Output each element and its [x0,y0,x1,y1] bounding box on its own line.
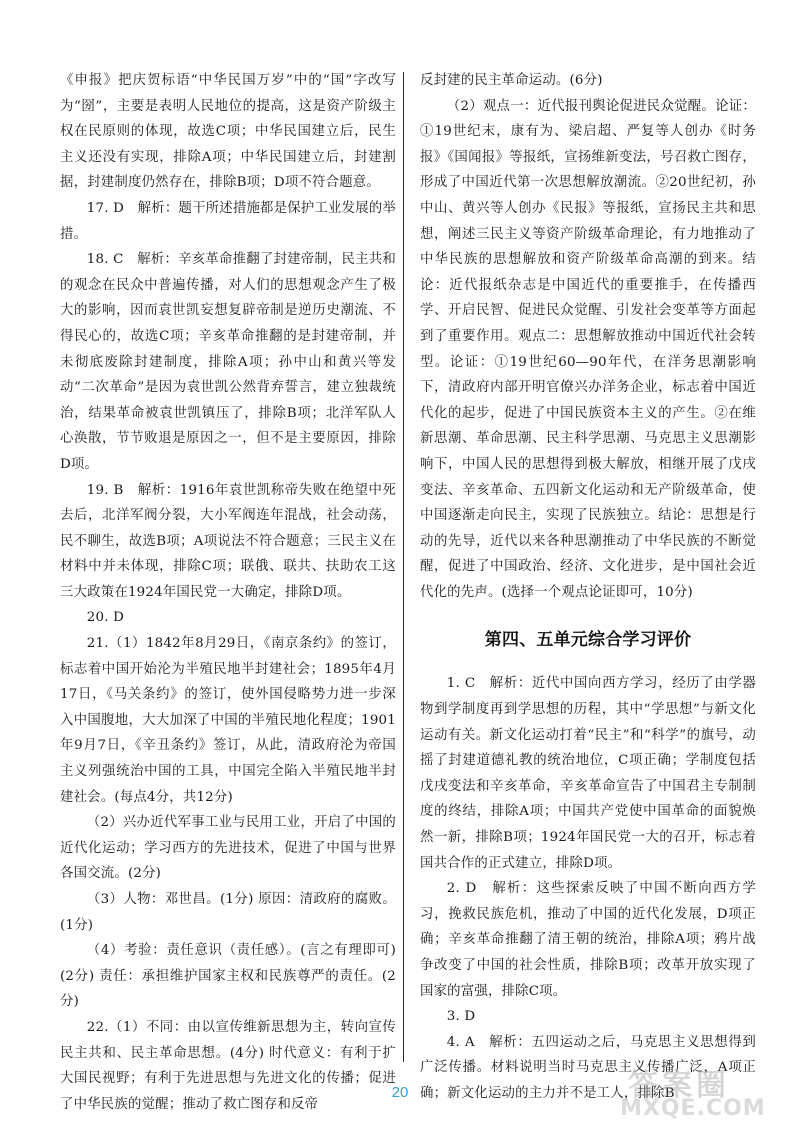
answer-19: 19. B 解析：1916年袁世凯称帝失败在绝望中死去后，北洋军阀分裂，大小军阀连年混战，社会动荡，民不聊生，故选B项；A项说法不符合题意；三民主义在材料中并未体现，排除C项；联俄、联共、扶助农工这三大政策在1924年国民党一大确定，排除D项。 [60,482,396,600]
unit-answer-2: 2. D 解析：这些探索反映了中国不断向西方学习，挽救民族危机，推动了中国的近代化发展，D项正确；辛亥革命推翻了清王朝的统治，排除A项；鸦片战争改变了中国的社会性质，排除B项；改革开放实现了国家的富强，排除C项。 [420,881,756,999]
watermark [598,1060,788,1120]
section-title: 第四、五单元综合学习评价 [484,630,692,651]
answer-17: 17. D 解析：题干所述措施都是保护工业发展的举措。 [60,200,396,242]
unit-answer-1: 1. C 解析：近代中国向西方学习，经历了由学器物到学制度再到学思想的历程，其中“学思想”与新文化运动有关。新文化运动打着“民主”和“科学”的旗号，动摇了封建道德礼教的统治地位，C项正确；学制度包括戊戌变法和辛亥革命，辛亥革命宣告了中国君主专制制度的终结，排除A项；中国共产党使中国革命的面貌焕然一新，排除B项；1924年国民党一大的召开，标志着国共合作的正式建立，排除D项。 [420,676,756,871]
answer-22-continued: 反封建的民主革命运动。(6分) [420,73,603,88]
column-divider [403,72,404,1062]
page-number: 20 [391,1084,409,1101]
right-column [420,68,756,1107]
unit-answer-3: 3. D [446,1009,476,1025]
answer-paragraph: 《申报》把庆贺标语“中华民国万岁”中的“国”字改写为“圀”，主要是表明人民地位的提高，这是资产阶级主权在民原则的体现，故选C项；中华民国建立后，民生主义还没有实现，排除A项；中华民国建立后，封建割据，封建制度仍然存在，排除B项；D项不符合题意。 [60,73,396,191]
left-column [60,68,396,1117]
watermark-logo: 答案圈 [628,1068,730,1103]
answer-21-4: （4）考验：责任意识（责任感）。(言之有理即可)(2分) 责任：承担维护国家主权和民族尊严的责任。(2分) [60,943,396,1010]
answer-22-2: （2）观点一：近代报刊舆论促进民众觉醒。论证：①19世纪末，康有为、梁启超、严复等人创办《时务报》《国闻报》等报纸，宣扬维新变法，号召救亡图存，形成了中国近代第一次思想解放潮流。②20世纪初，孙中山、黄兴等人创办《民报》等报纸，宣扬民主共和思想，阐述三民主义等资产阶级革命理论，有力地推动了中华民族的思想解放和资产阶级革命高潮的到来。结论：近代报纸杂志是中国近代的重要推手，在传播西学、开启民智、促进民众觉醒、引发社会变革等方面起到了重要作用。观点二：思想解放推动中国近代社会转型。论证：①19世纪60—90年代，在洋务思潮影响下，清政府内部开明官僚兴办洋务企业，标志着中国近代化的起步，促进了中国民族资本主义的产生。②在维新思潮、革命思潮、民主科学思潮、马克思主义思潮影响下，中国人民的思想得到极大解放，相继开展了戊戌变法、辛亥革命、五四新文化运动和无产阶级革命，使中国逐渐走向民主，实现了民族独立。结论：思想是行动的先导，近代以来各种思潮推动了中华民族的不断觉醒，促进了中国政治、经济、文化进步，是中国社会近代化的先声。(选择一个观点论证即可，10分) [420,98,756,600]
answer-22-1: 22.（1）不同：由以宣传维新思想为主，转向宣传民主共和、民主革命思想。(4分) 时代意义：有利于扩大国民视野；有利于先进思想与先进文化的传播；促进了中华民族的觉醒；推动了救亡图存和反帝 [60,1019,396,1112]
answer-21-2: （2）兴办近代军事工业与民用工业，开启了中国的近代化运动；学习西方的先进技术，促进了中国与世界各国交流。(2分) [60,815,396,882]
answer-21-1: 21.（1）1842年8月29日，《南京条约》的签订，标志着中国开始沦为半殖民地半封建社会；1895年4月17日，《马关条约》的签订，使外国侵略势力进一步深入中国腹地，大大加深了中国的半殖民地化程度；1901年9月7日，《辛丑条约》签订，从此，清政府沦为帝国主义列强统治中国的工具，中国完全陷入半殖民地半封建社会。(每点4分，共12分) [60,636,396,805]
watermark-url: MXQE.COM [620,1096,766,1121]
answer-18: 18. C 解析：辛亥革命推翻了封建帝制，民主共和的观念在民众中普遍传播，对人们的思想观念产生了极大的影响，因而袁世凯妄想复辟帝制是逆历史潮流、不得民心的，故选C项；辛亥革命推翻的是封建帝制，并未彻底废除封建制度，排除A项；孙中山和黄兴等发动“二次革命”是因为袁世凯公然背弃誓言，建立独裁统治，结果革命被袁世凯镇压了，排除B项；北洋军队人心涣散，节节败退是原因之一，但不是主要原因，排除D项。 [60,252,396,472]
unit-answer-4: 4. A 解析：五四运动之后，马克思主义思想得到广泛传播。材料说明当时马克思主义传播广泛，A项正确；新文化运动的主力并不是工人，排除B [420,1034,756,1101]
answer-20: 20. D [86,610,125,626]
answer-21-3: （3）人物：邓世昌。(1分) 原因：清政府的腐败。(1分) [60,892,396,933]
